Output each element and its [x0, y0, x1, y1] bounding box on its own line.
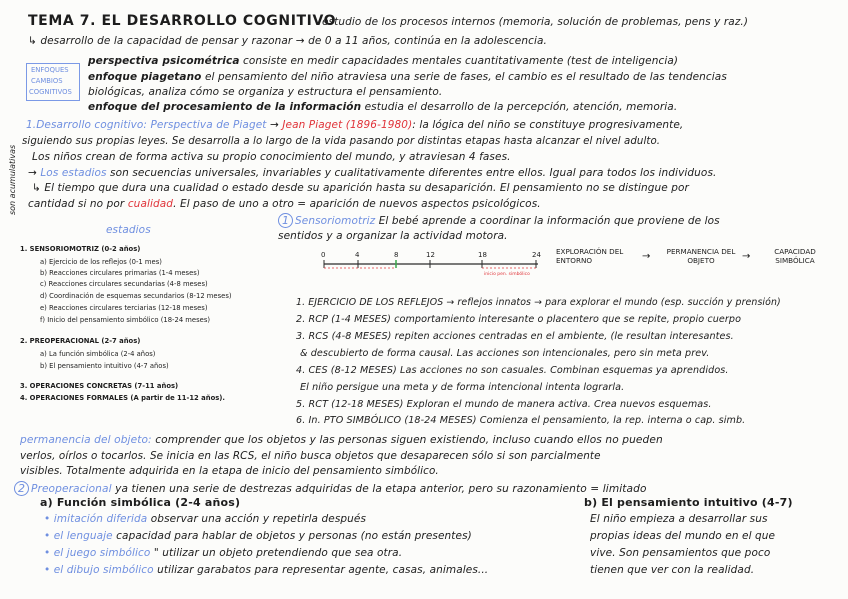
box-line-2: CAMBIOS [31, 77, 63, 85]
page-title: TEMA 7. EL DESARROLLO COGNITIVO [28, 13, 337, 29]
estadio-1-d: d) Coordinación de esquemas secundarios (8-12 meses) [40, 292, 232, 300]
substage-4-cont: El niño persigue una meta y de forma intencional intenta lograrla. [300, 382, 625, 393]
intuitivo-line-3: vive. Son pensamientos que poco [590, 547, 771, 559]
flow-permanencia: PERMANENCIA DEL OBJETO [666, 247, 736, 266]
funcion-item-2: • el lenguaje capacidad para hablar de objetos y personas (no están presentes) [44, 530, 472, 542]
estadio-1-c: c) Reacciones circulares secundarias (4-8 meses) [40, 280, 208, 288]
box-line-1: ENFOQUES [31, 66, 69, 74]
substage-3-cont: & descubierto de forma causal. Las acciones son intencionales, pero sin meta prev. [300, 348, 710, 359]
intuitivo-line-2: propias ideas del mundo en el que [590, 530, 776, 542]
substage-3: 3. RCS (4-8 MESES) repiten acciones centradas en el ambiente, (le resultan interesantes. [296, 331, 734, 342]
intuitivo-line-4: tienen que ver con la realidad. [590, 564, 755, 576]
sensoriomotriz-line-2: sentidos y a organizar la actividad motora. [278, 230, 508, 242]
piaget-line-3: Los niños crean de forma activa su propio conocimiento del mundo, y atraviesan 4 fases. [32, 151, 511, 163]
estadios-line: → Los estadios son secuencias universales, invariables y cualitativamente diferentes entre ellos. Igual para todos los individuos. [28, 167, 717, 179]
substage-1: 1. EJERCICIO DE LOS REFLEJOS → reflejos innatos → para explorar el mundo (esp. succión y prensión) [296, 297, 781, 308]
flow-capacidad: CAPACIDAD SIMBÓLICA [774, 247, 816, 266]
estadio-1-e: e) Reacciones circulares terciarias (12-18 meses) [40, 304, 208, 312]
flow-arrow-1-icon: → [642, 251, 651, 262]
estadios-title: estadios [106, 224, 151, 236]
side-vertical-note: son acumulativas [8, 144, 17, 215]
substage-5: 5. RCT (12-18 MESES) Exploran el mundo de manera activa. Crea nuevos esquemas. [296, 399, 712, 410]
number-2-badge: 2 [14, 481, 29, 496]
sensoriomotriz-line-1: 1 Sensoriomotriz El bebé aprende a coordinar la información que proviene de los [278, 213, 720, 228]
intuitivo-line-1: El niño empieza a desarrollar sus [590, 513, 768, 525]
estadio-4: 4. OPERACIONES FORMALES (A partir de 11-12 años). [20, 394, 225, 402]
estadio-1-f: f) Inicio del pensamiento simbólico (18-24 meses) [40, 316, 211, 324]
title-definition: estudio de los procesos internos (memoria, solución de problemas, pens y raz.) [322, 16, 749, 28]
flow-arrow-2-icon: → [742, 251, 751, 262]
piaget-line: 1.Desarrollo cognitivo: Perspectiva de Piaget → Jean Piaget (1896-1980): la lógica del niño se constituye progresivamente, [26, 119, 684, 131]
pensamiento-intuitivo-title: b) El pensamiento intuitivo (4-7) [584, 496, 793, 509]
enfoque-procesamiento: enfoque del procesamiento de la información estudia el desarrollo de la percepción, atención, memoria. [88, 101, 678, 113]
enfoque-piagetano-cont: biológicas, analiza cómo se organiza y estructura el pensamiento. [88, 86, 443, 98]
estadio-2-a: a) La función simbólica (2-4 años) [40, 350, 156, 358]
permanencia-line-1: permanencia del objeto: comprender que los objetos y las personas siguen existiendo, incluso cuando ellos no pueden [20, 434, 663, 446]
arrow-icon: → [269, 119, 279, 131]
timeline-label-4: 4 [355, 251, 360, 259]
estadio-1-a: a) Ejercicio de los reflejos (0-1 mes) [40, 258, 162, 266]
enfoque-piagetano: enfoque piagetano el pensamiento del niño atraviesa una serie de fases, el cambio es el resultado de las tendencias [88, 71, 727, 83]
timeline-sub-label: inicio pen. simbólico [484, 272, 530, 277]
box-line-3: COGNITIVOS [29, 88, 72, 96]
timeline-label-12: 12 [426, 251, 435, 259]
substage-4: 4. CES (8-12 MESES) Las acciones no son casuales. Combinan esquemas ya aprendidos. [296, 365, 729, 376]
substage-2: 2. RCP (1-4 MESES) comportamiento interesante o placentero que se repite, propio cuerpo [296, 314, 742, 325]
preoperacional-line: 2 Preoperacional ya tienen una serie de destrezas adquiridas de la etapa anterior, pero su razonamiento = limitado [14, 481, 647, 496]
funcion-item-1: • imitación diferida observar una acción y repetirla después [44, 513, 367, 525]
piaget-line-2: siguiendo sus propias leyes. Se desarrolla a lo largo de la vida pasando por distintas etapas hasta alcanzar el nivel adulto. [22, 136, 661, 147]
timeline-label-24: 24 [532, 251, 541, 259]
funcion-simbolica-title: a) Función simbólica (2-4 años) [40, 496, 241, 509]
tiempo-line-1: ↳ El tiempo que dura una cualidad o estado desde su aparición hasta su desaparición. El pensamiento no se distingue por [32, 182, 689, 194]
estadio-2: 2. PREOPERACIONAL (2-7 años) [20, 337, 141, 345]
estadio-1-b: b) Reacciones circulares primarias (1-4 meses) [40, 269, 200, 277]
permanencia-line-3: visibles. Totalmente adquirida en la etapa de inicio del pensamiento simbólico. [20, 465, 439, 477]
tiempo-line-2: cantidad si no por cualidad. El paso de uno a otro = aparición de nuevos aspectos psicológicos. [28, 198, 541, 210]
estadio-1: 1. SENSORIOMOTRIZ (0-2 años) [20, 245, 141, 253]
timeline-label-18: 18 [478, 251, 487, 259]
funcion-item-3: • el juego simbólico " utilizar un objeto pretendiendo que sea otra. [44, 547, 403, 559]
permanencia-line-2: verlos, oírlos o tocarlos. Se inicia en las RCS, el niño busca objetos que desaparecen sólo si son parcialmente [20, 450, 601, 462]
funcion-item-4: • el dibujo simbólico utilizar garabatos para representar agente, casas, animales... [44, 564, 489, 576]
estadio-3: 3. OPERACIONES CONCRETAS (7-11 años) [20, 382, 179, 390]
flow-exploracion: EXPLORACIÓN DEL ENTORNO [556, 247, 624, 266]
estadio-2-b: b) El pensamiento intuitivo (4-7 años) [40, 362, 169, 370]
timeline-label-8: 8 [394, 251, 399, 259]
number-1-badge: 1 [278, 213, 293, 228]
title-subline: ↳ desarrollo de la capacidad de pensar y razonar → de 0 a 11 años, continúa en la adolescencia. [28, 35, 547, 47]
substage-6: 6. In. PTO SIMBÓLICO (18-24 MESES) Comienza el pensamiento, la rep. interna o cap. simb. [296, 415, 746, 426]
timeline-label-0: 0 [321, 251, 326, 259]
enfoque-psicometrico: perspectiva psicométrica consiste en medir capacidades mentales cuantitativamente (test de inteligencia) [88, 55, 679, 67]
return-arrow-icon: ↳ [28, 35, 41, 47]
